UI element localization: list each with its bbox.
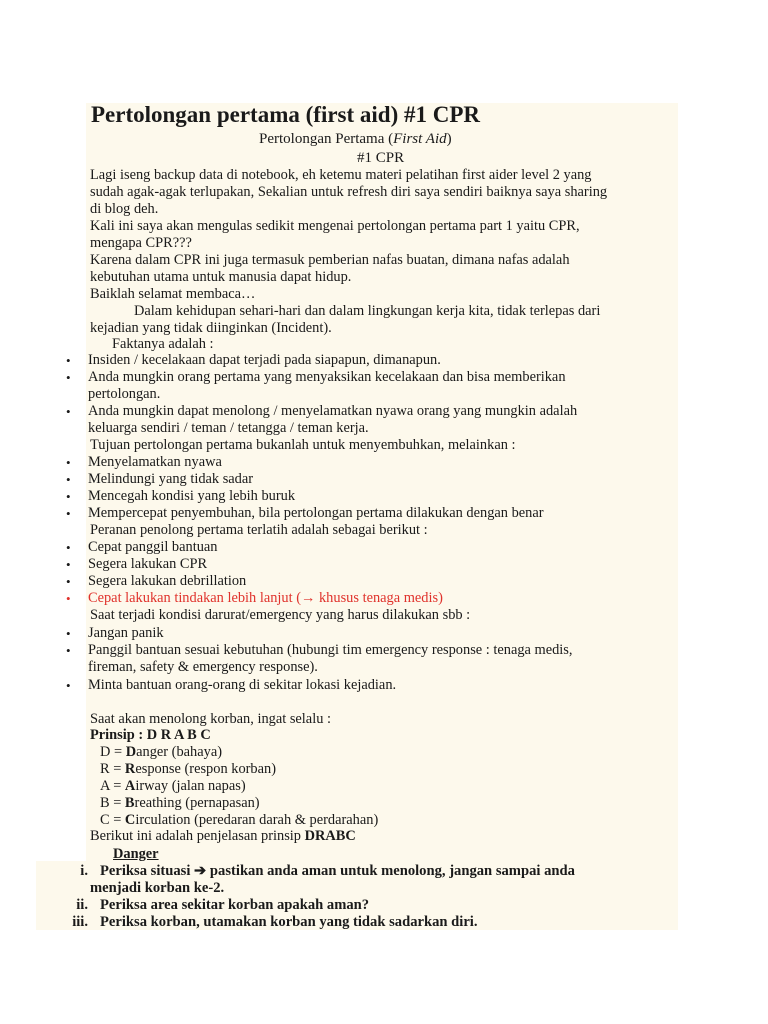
bullet-icon: • [66,591,71,606]
bullet-icon: • [66,455,71,470]
roman-numeral: ii. [76,897,88,913]
list-item: Anda mungkin dapat menolong / menyelamatkan nyawa orang yang mungkin adalah [88,403,578,419]
list-item: Mencegah kondisi yang lebih buruk [88,488,296,504]
drabc-item: D = Danger (bahaya) [100,744,223,760]
list-item: Jangan panik [88,625,164,641]
list-item: Insiden / kecelakaan dapat terjadi pada siapapun, dimanapun. [88,352,441,368]
page-title: Pertolongan pertama (first aid) #1 CPR [91,102,481,127]
section-heading: Tujuan pertolongan pertama bukanlah untuk menyembuhkan, melainkan : [90,437,516,453]
bullet-icon: • [66,678,71,693]
bullet-icon: • [66,353,71,368]
drabc-item: B = Breathing (pernapasan) [100,795,260,811]
bullet-icon: • [66,540,71,555]
explain-line: Berikut ini adalah penjelasan prinsip DRABC [90,828,356,844]
danger-item: Periksa korban, utamakan korban yang tidak sadarkan diri. [100,914,478,930]
list-item: Segera lakukan CPR [88,556,208,572]
list-item: Cepat panggil bantuan [88,539,218,555]
danger-item: Periksa area sekitar korban apakah aman? [100,897,370,913]
intro-line: kejadian yang tidak diinginkan (Incident). [90,320,332,336]
intro-line: sudah agak-agak terlupakan, Sekalian untuk refresh diri saya sendiri baiknya saya sharing [90,184,608,200]
principle-heading: Prinsip : D R A B C [90,727,211,743]
intro-line: Dalam kehidupan sehari-hari dan dalam lingkungan kerja kita, tidak terlepas dari [134,303,601,319]
intro-line: Kali ini saya akan mengulas sedikit mengenai pertolongan pertama part 1 yaitu CPR, [90,218,580,234]
list-item: pertolongan. [88,386,161,402]
bullet-icon: • [66,643,71,658]
intro-line: di blog deh. [90,201,159,217]
intro-line: kebutuhan utama untuk manusia dapat hidup. [90,269,352,285]
list-item: Mempercepat penyembuhan, bila pertolongan pertama dilakukan dengan benar [88,505,544,521]
intro-line: Karena dalam CPR ini juga termasuk pemberian nafas buatan, dimana nafas adalah [90,252,570,268]
danger-item: menjadi korban ke-2. [90,880,225,896]
list-item: Panggil bantuan sesuai kebutuhan (hubungi tim emergency response : tenaga medis, [88,642,573,658]
subtitle: Pertolongan Pertama (First Aid) [259,131,452,147]
roman-numeral: i. [80,863,88,879]
intro-line: Baiklah selamat membaca… [90,286,256,302]
bullet-icon: • [66,489,71,504]
section-heading: Saat terjadi kondisi darurat/emergency yang harus dilakukan sbb : [90,607,471,623]
danger-item: Periksa situasi ➔ pastikan anda aman untuk menolong, jangan sampai anda [100,863,575,879]
list-item: Minta bantuan orang-orang di sekitar lokasi kejadian. [88,677,397,693]
danger-heading: Danger [113,846,159,862]
bullet-icon: • [66,557,71,572]
bullet-icon: • [66,574,71,589]
bullet-icon: • [66,506,71,521]
list-item: Anda mungkin orang pertama yang menyaksikan kecelakaan dan bisa memberikan [88,369,566,385]
list-item: Segera lakukan debrillation [88,573,247,589]
drabc-item: R = Response (respon korban) [100,761,276,777]
roman-numeral: iii. [72,914,88,930]
list-item: Melindungi yang tidak sadar [88,471,254,487]
bullet-icon: • [66,472,71,487]
list-item: Menyelamatkan nyawa [88,454,222,470]
intro-line: mengapa CPR??? [90,235,192,251]
list-item-highlight: Cepat lakukan tindakan lebih lanjut (→ khusus tenaga medis) [88,590,443,606]
list-item: keluarga sendiri / teman / tetangga / teman kerja. [88,420,369,436]
drabc-item: C = Circulation (peredaran darah & perdarahan) [100,812,379,828]
subtitle-cpr: #1 CPR [357,150,405,166]
bullet-icon: • [66,404,71,419]
bullet-icon: • [66,626,71,641]
drabc-item: A = Airway (jalan napas) [100,778,246,794]
section-heading: Peranan penolong pertama terlatih adalah sebagai berikut : [90,522,428,538]
list-item: fireman, safety & emergency response). [88,659,318,675]
intro-line: Faktanya adalah : [112,336,214,352]
bullet-icon: • [66,370,71,385]
intro-line: Lagi iseng backup data di notebook, eh ketemu materi pelatihan first aider level 2 yang [90,167,592,183]
remember-line: Saat akan menolong korban, ingat selalu : [90,711,331,727]
